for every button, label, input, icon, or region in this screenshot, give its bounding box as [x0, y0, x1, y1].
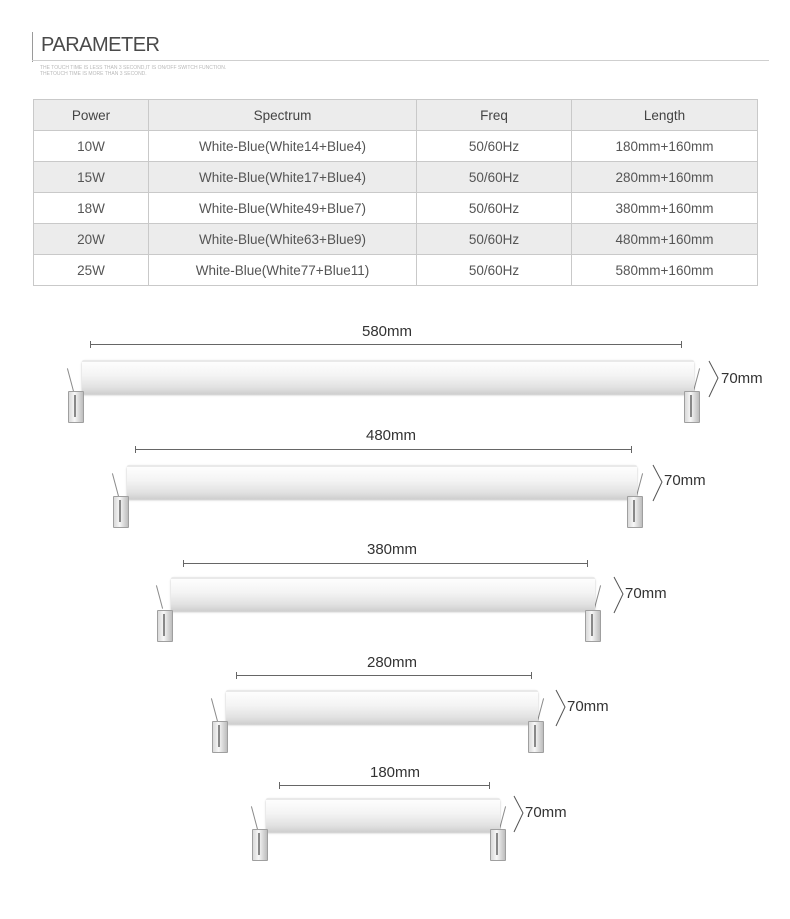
- cell-spectrum: White-Blue(White63+Blue9): [149, 224, 417, 255]
- lamp-foot-right: [490, 829, 506, 861]
- lamp-foot-right: [627, 496, 643, 528]
- length-label: 380mm: [367, 541, 418, 558]
- cell-freq: 50/60Hz: [417, 131, 572, 162]
- cell-power: 15W: [34, 162, 149, 193]
- length-dimension-line: [183, 563, 588, 564]
- height-label: 70mm: [664, 472, 706, 489]
- cell-power: 18W: [34, 193, 149, 224]
- header-spectrum: Spectrum: [149, 100, 417, 131]
- cell-freq: 50/60Hz: [417, 193, 572, 224]
- cell-power: 20W: [34, 224, 149, 255]
- height-marker: [651, 464, 661, 502]
- lamp-body: [82, 360, 694, 394]
- cell-spectrum: White-Blue(White77+Blue11): [149, 255, 417, 286]
- header-note-line-1: THE TOUCH TIME IS LESS THAN 3 SECOND,IT IS ON/OFF SWITCH FUNCTION.: [40, 65, 227, 71]
- height-label: 70mm: [625, 585, 667, 602]
- cell-freq: 50/60Hz: [417, 224, 572, 255]
- lamp-image: [113, 463, 651, 529]
- lamp-foot-right: [684, 391, 700, 423]
- lamp-foot-right: [585, 610, 601, 642]
- height-label: 70mm: [525, 804, 567, 821]
- lamp-body: [127, 465, 637, 499]
- header-length: Length: [572, 100, 758, 131]
- length-label: 480mm: [366, 427, 417, 444]
- lamp-image: [157, 575, 609, 643]
- cell-power: 25W: [34, 255, 149, 286]
- lamp-body: [171, 577, 595, 611]
- cell-length: 480mm+160mm: [572, 224, 758, 255]
- cell-power: 10W: [34, 131, 149, 162]
- lamp-foot-left: [113, 496, 129, 528]
- lamp-foot-left: [68, 391, 84, 423]
- height-marker: [512, 795, 522, 833]
- length-label: 180mm: [370, 764, 421, 781]
- length-dimension-line: [135, 449, 632, 450]
- height-label: 70mm: [721, 370, 763, 387]
- length-dimension-line: [90, 344, 682, 345]
- lamp-body: [226, 690, 538, 724]
- height-marker: [707, 360, 717, 398]
- table-row: [34, 162, 758, 193]
- length-label: 580mm: [362, 323, 413, 340]
- lamp-foot-left: [157, 610, 173, 642]
- lamp-image: [212, 688, 552, 754]
- cell-length: 180mm+160mm: [572, 131, 758, 162]
- cell-spectrum: White-Blue(White14+Blue4): [149, 131, 417, 162]
- header-accent-bar: [32, 32, 33, 62]
- header-note-line-2: THETOUCH TIME IS MORE THAN 3 SECOND.: [40, 71, 147, 77]
- table-row: [34, 255, 758, 286]
- cell-spectrum: White-Blue(White17+Blue4): [149, 162, 417, 193]
- cell-length: 280mm+160mm: [572, 162, 758, 193]
- page-title: PARAMETER: [41, 34, 160, 56]
- lamp-body: [266, 798, 500, 832]
- lamp-foot-right: [528, 721, 544, 753]
- table-row: [34, 224, 758, 255]
- cell-length: 380mm+160mm: [572, 193, 758, 224]
- lamp-image: [252, 796, 514, 862]
- height-label: 70mm: [567, 698, 609, 715]
- height-marker: [612, 576, 622, 614]
- length-label: 280mm: [367, 654, 418, 671]
- header-freq: Freq: [417, 100, 572, 131]
- height-marker: [554, 689, 564, 727]
- lamp-foot-left: [252, 829, 268, 861]
- table-row: [34, 131, 758, 162]
- table-row: [34, 193, 758, 224]
- parameter-table: [33, 99, 758, 286]
- header-note: [40, 65, 226, 77]
- header-divider: [32, 60, 769, 61]
- lamp-foot-left: [212, 721, 228, 753]
- cell-spectrum: White-Blue(White49+Blue7): [149, 193, 417, 224]
- lamp-image: [68, 358, 708, 424]
- cell-length: 580mm+160mm: [572, 255, 758, 286]
- cell-freq: 50/60Hz: [417, 255, 572, 286]
- table-header-row: [34, 100, 758, 131]
- length-dimension-line: [236, 675, 532, 676]
- length-dimension-line: [279, 785, 490, 786]
- cell-freq: 50/60Hz: [417, 162, 572, 193]
- header-power: Power: [34, 100, 149, 131]
